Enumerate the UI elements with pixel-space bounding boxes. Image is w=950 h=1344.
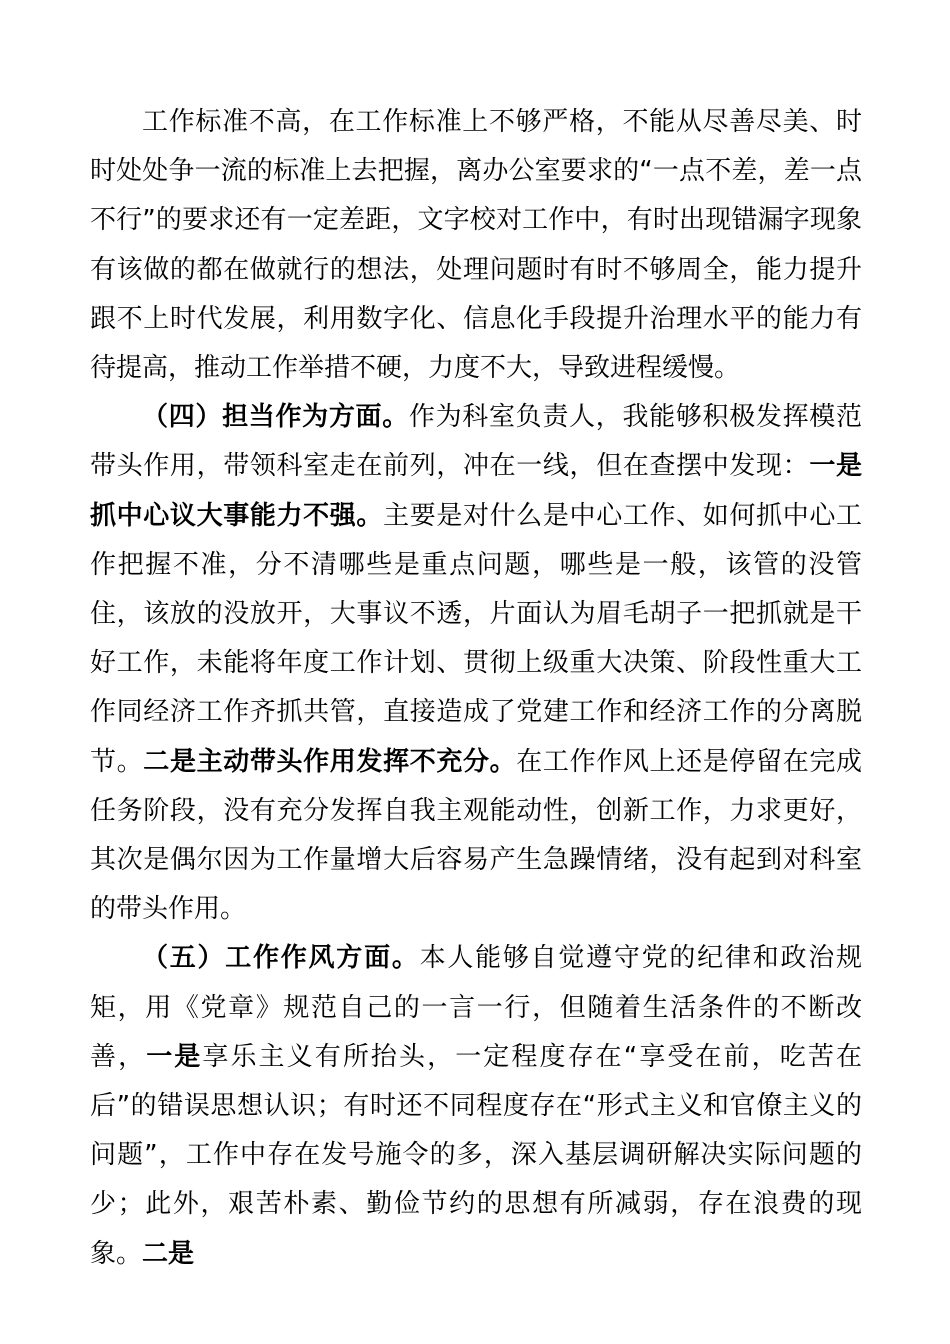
paragraph-text: 享乐主义有所抬头，一定程度存在“享受在前，吃苦在后”的错误思想认识；有时还不同程度存在“形式主义和官僚主义的问题”，工作中存在发号施令的多，深入基层调研解决实际问题的少；此外，艰苦朴素、勤俭节约的思想有所减弱，存在浪费的现象。 <box>90 1041 862 1269</box>
paragraph-text: 主要是对什么是中心工作、如何抓中心工作把握不准，分不清哪些是重点问题，哪些是一般，该管的没管住，该放的没放开，大事议不透，片面认为眉毛胡子一把抓就是干好工作，未能将年度工作计划、贯彻上级重大决策、阶段性重大工作同经济工作齐抓共管，直接造成了党建工作和经济工作的分离脱节。 <box>90 500 862 777</box>
document-body <box>90 98 862 1279</box>
paragraph-text: 在工作作风上还是停留在完成任务阶段，没有充分发挥自我主观能动性，创新工作，力求更好，其次是偶尔因为工作量增大后容易产生急躁情绪，没有起到对科室的带头作用。 <box>90 746 862 925</box>
paragraph-work-style <box>90 934 862 1278</box>
section-heading-work-style: （五）工作作风方面。 <box>142 943 420 974</box>
paragraph-text: 作为科室负责人，我能够积极发挥模范带头作用，带领科室走在前列，冲在一线，但在查摆中发现： <box>90 402 862 482</box>
point-heading-first: 一是抓中心议大事能力不强。 <box>90 451 862 531</box>
point-heading-first: 一是 <box>146 1041 203 1072</box>
section-heading-responsibility: （四）担当作为方面。 <box>142 402 409 433</box>
point-heading-second: 二是 <box>142 1238 195 1269</box>
paragraph-responsibility <box>90 393 862 934</box>
paragraph-work-standards <box>90 98 862 393</box>
point-heading-second: 二是主动带头作用发挥不充分。 <box>143 746 517 777</box>
paragraph-text: 工作标准不高，在工作标准上不够严格，不能从尽善尽美、时时处处争一流的标准上去把握，离办公室要求的“一点不差，差一点不行”的要求还有一定差距，文字校对工作中，有时出现错漏字现象有该做的都在做就行的想法，处理问题时有时不够周全，能力提升跟不上时代发展，利用数字化、信息化手段提升治理水平的能力有待提高，推动工作举措不硬，力度不大，导致进程缓慢。 <box>90 107 862 384</box>
paragraph-text: 本人能够自觉遵守党的纪律和政治规矩，用《党章》规范自己的一言一行，但随着生活条件的不断改善， <box>90 943 862 1072</box>
